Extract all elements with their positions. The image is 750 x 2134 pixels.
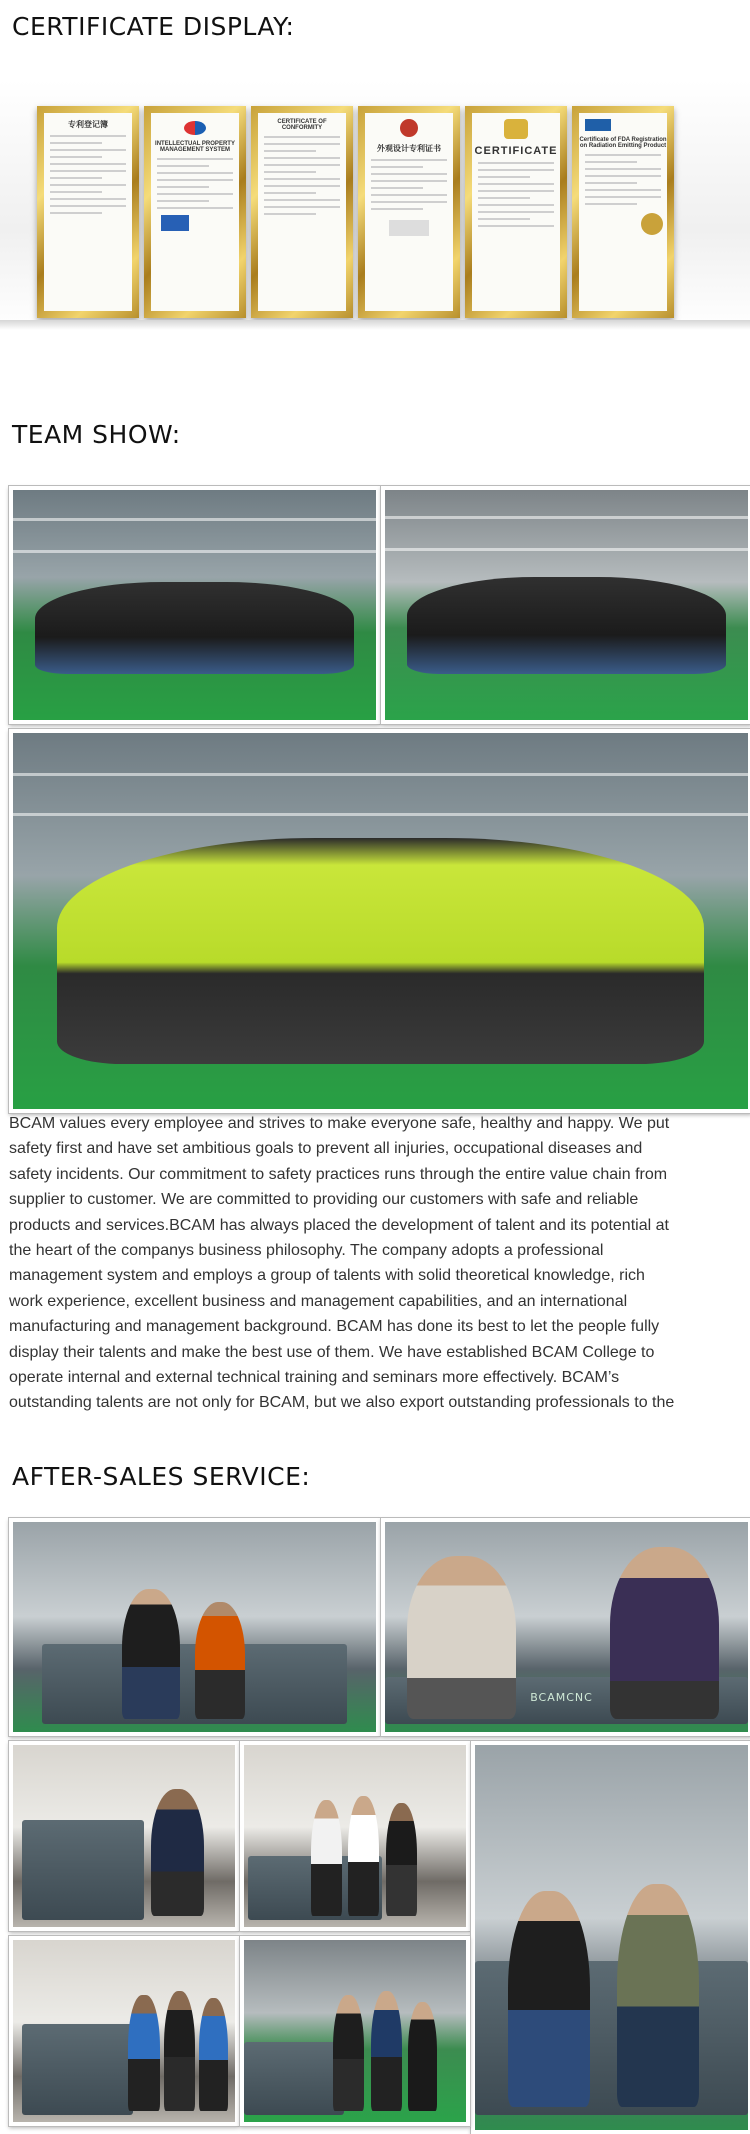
description-line: outstanding talents are not only for BCAM, but we also export outstanding professionals to the bbox=[9, 1394, 675, 1412]
certificate-title: INTELLECTUAL PROPERTY MANAGEMENT SYSTEM bbox=[155, 141, 235, 153]
cnc-machine bbox=[244, 2042, 344, 2115]
logo-icon bbox=[184, 121, 206, 135]
certificate-paper bbox=[151, 113, 239, 311]
certificate-title: CERTIFICATE bbox=[474, 145, 558, 157]
service-photo bbox=[240, 1936, 470, 2126]
cnc-machine bbox=[22, 1820, 144, 1920]
description-line: products and services.BCAM has always placed the development of talent and its potential at bbox=[9, 1216, 669, 1234]
after-sales-heading: AFTER-SALES SERVICE: bbox=[12, 1462, 311, 1491]
service-photo bbox=[9, 1741, 239, 1931]
fda-logo-icon bbox=[585, 119, 611, 131]
service-photo bbox=[9, 1518, 380, 1736]
description-line: the heart of the companys business philosophy. The company adopts a professional bbox=[9, 1242, 604, 1260]
emblem-icon bbox=[400, 119, 418, 137]
customer-person bbox=[151, 1789, 204, 1916]
customer-person bbox=[333, 1995, 364, 2111]
description-line: display their talents and make the best use of them. We have established BCAM College to bbox=[9, 1343, 655, 1361]
description-line: supplier to customer. We are committed to providing our customers with safe and reliable bbox=[9, 1191, 639, 1209]
team-photo bbox=[381, 486, 750, 724]
certificate-title: 专利登记簿 bbox=[68, 120, 108, 129]
staff-person bbox=[508, 1891, 590, 2107]
certificate-paper bbox=[579, 113, 667, 311]
certificate-frame bbox=[358, 106, 460, 318]
machine-label: BCAMCNC bbox=[530, 1691, 593, 1705]
certificate-frame bbox=[37, 106, 139, 318]
certificate-heading: CERTIFICATE DISPLAY: bbox=[12, 12, 295, 41]
certificate-paper bbox=[365, 113, 453, 311]
gold-seal-icon bbox=[641, 213, 663, 235]
customer-person bbox=[610, 1547, 719, 1719]
description-line: BCAM values every employee and strives to make everyone safe, healthy and happy. We put bbox=[9, 1115, 670, 1132]
team-group bbox=[57, 838, 704, 1064]
service-photo bbox=[381, 1518, 750, 1736]
staff-person bbox=[199, 1998, 228, 2111]
description-line: work experience, excellent business and management capabilities, and an international bbox=[9, 1292, 628, 1310]
certificate-paper bbox=[258, 113, 346, 311]
stamp-icon bbox=[389, 220, 429, 236]
team-photo bbox=[9, 486, 380, 724]
certificate-title: CERTIFICATE OF CONFORMITY bbox=[277, 119, 327, 131]
staff-person bbox=[128, 1995, 159, 2111]
service-photo bbox=[471, 1741, 750, 2134]
service-photo bbox=[240, 1741, 470, 1931]
team-photo bbox=[9, 729, 750, 1113]
staff-person bbox=[408, 2002, 437, 2111]
certificate-frame bbox=[144, 106, 246, 318]
customer-person bbox=[371, 1991, 402, 2111]
description-line: safety first and have set ambitious goals to prevent all injuries, occupational diseases and bbox=[9, 1140, 643, 1158]
seal-icon bbox=[161, 215, 189, 231]
service-photo bbox=[9, 1936, 239, 2126]
staff-person bbox=[195, 1602, 246, 1720]
certificate-paper bbox=[44, 113, 132, 311]
team-group bbox=[35, 582, 354, 674]
certificate-frame bbox=[465, 106, 567, 318]
team-heading: TEAM SHOW: bbox=[12, 420, 181, 449]
certificate-title: 外观设计专利证书 bbox=[377, 144, 441, 153]
cnc-machine bbox=[22, 2024, 133, 2115]
certificate-paper bbox=[472, 113, 560, 311]
staff-person bbox=[348, 1796, 379, 1916]
customer-person bbox=[617, 1884, 699, 2107]
customer-person bbox=[122, 1589, 180, 1719]
certificate-frame bbox=[251, 106, 353, 318]
staff-person bbox=[311, 1800, 342, 1916]
description-line: management system and employs a group of talents with solid theoretical knowledge, rich bbox=[9, 1267, 645, 1285]
certificate-title: Certificate of FDA Registration on Radiation Emitting Product bbox=[579, 137, 667, 149]
description-line: operate internal and external technical training and seminars more effectively. BCAM’s bbox=[9, 1369, 620, 1387]
team-description bbox=[9, 1111, 744, 1416]
certificate-shelf bbox=[0, 320, 750, 330]
staff-person bbox=[407, 1556, 516, 1720]
certificate-frame bbox=[572, 106, 674, 318]
customer-person bbox=[164, 1991, 195, 2111]
team-group bbox=[407, 577, 726, 674]
description-line: safety incidents. Our commitment to safety practices runs through the entire value chain from bbox=[9, 1165, 668, 1183]
description-line: manufacturing and management background. BCAM has done its best to let the people fully bbox=[9, 1318, 660, 1336]
crest-icon bbox=[504, 119, 528, 139]
customer-person bbox=[386, 1803, 417, 1916]
